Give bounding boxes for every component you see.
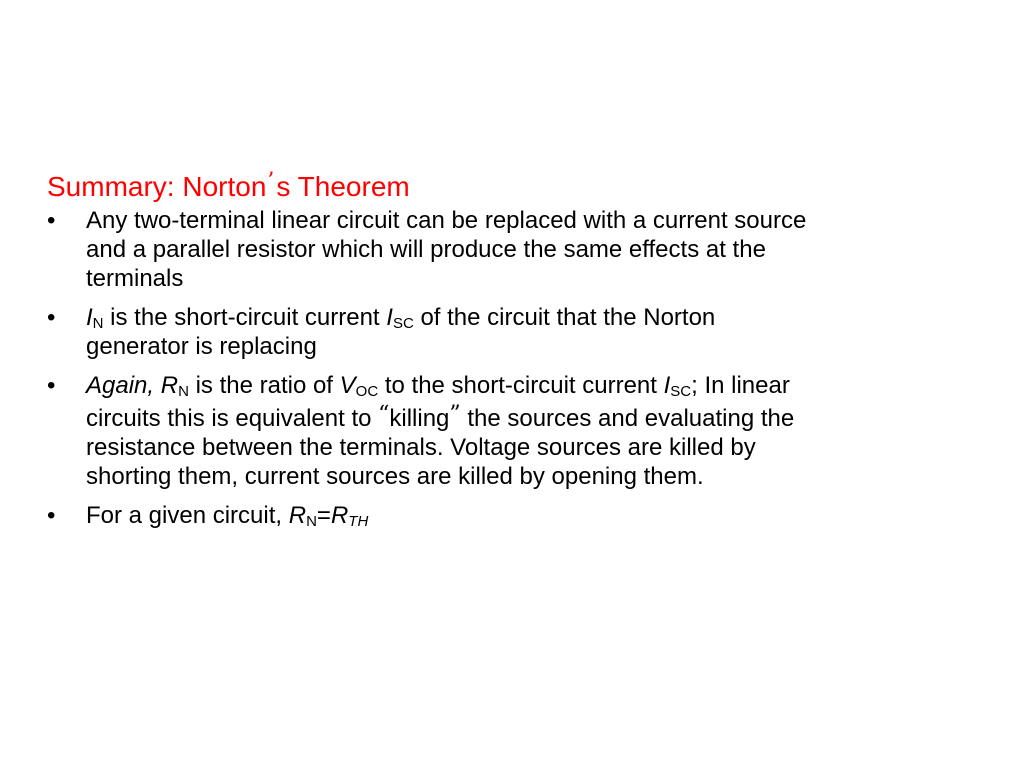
subscript-th-text: TH	[348, 513, 369, 530]
bullet-1-line-1: Any two-terminal linear circuit can be replaced with a current source	[86, 207, 807, 234]
bullet-item-equivalence	[47, 501, 947, 530]
subscript-n: N	[92, 315, 104, 332]
text-segment: the sources and evaluating the	[460, 405, 795, 432]
subscript-th	[348, 513, 368, 530]
title-text-start: Summary: Norton	[47, 171, 267, 202]
symbol-i: I	[86, 304, 93, 331]
bullet-1-line-2: and a parallel resistor which will produce the same effects at the	[86, 236, 766, 263]
text-segment: to the short-circuit current	[378, 372, 664, 399]
bullet-3-line-4: shorting them, current sources are killed by opening them.	[86, 463, 704, 490]
symbol-i: I	[386, 304, 393, 331]
bullet-marker: •	[47, 207, 56, 234]
bullet-item-norton-resistance	[47, 371, 947, 491]
open-quote: “	[378, 402, 390, 427]
slide-title	[47, 164, 410, 205]
bullet-1-line-3: terminals	[86, 265, 184, 292]
text-segment: is the short-circuit current	[103, 304, 387, 331]
symbol-r: R	[160, 372, 179, 399]
subscript-sc: SC	[670, 383, 692, 400]
bullet-item-replacement	[47, 206, 947, 293]
bullet-marker: •	[47, 502, 56, 529]
subscript-oc: OC	[355, 383, 379, 400]
bullet-2-line-1	[86, 303, 947, 332]
bullet-3-line-2	[86, 400, 947, 433]
text-segment: circuits this is equivalent to	[86, 405, 379, 432]
text-segment: of the circuit that the Norton	[413, 304, 716, 331]
subscript-n: N	[178, 383, 189, 400]
symbol-r: R	[330, 502, 349, 529]
bullet-4-line-1	[86, 501, 947, 530]
bullet-marker: •	[47, 304, 56, 331]
bullet-3-line-3: resistance between the terminals. Voltage sources are killed by	[86, 434, 756, 461]
symbol-i: I	[663, 372, 671, 399]
title-apostrophe: ’	[267, 169, 275, 194]
bullet-2-line-2: generator is replacing	[86, 333, 317, 360]
text-segment: is the ratio of	[188, 372, 340, 399]
bullet-marker: •	[47, 372, 56, 399]
title-text-end: s Theorem	[276, 171, 410, 202]
killing-word: killing	[389, 405, 450, 432]
bullet-list	[47, 206, 947, 540]
subscript-n: N	[306, 513, 317, 530]
close-quote: ”	[449, 402, 461, 427]
equals-sign: =	[316, 502, 331, 529]
text-segment: For a given circuit,	[86, 502, 289, 529]
again-text: Again,	[86, 372, 161, 399]
bullet-item-norton-current	[47, 303, 947, 361]
subscript-sc: SC	[392, 315, 414, 332]
symbol-r: R	[288, 502, 307, 529]
text-segment: ; In linear	[691, 372, 790, 399]
bullet-3-line-1	[86, 371, 947, 400]
symbol-v: V	[339, 372, 356, 399]
